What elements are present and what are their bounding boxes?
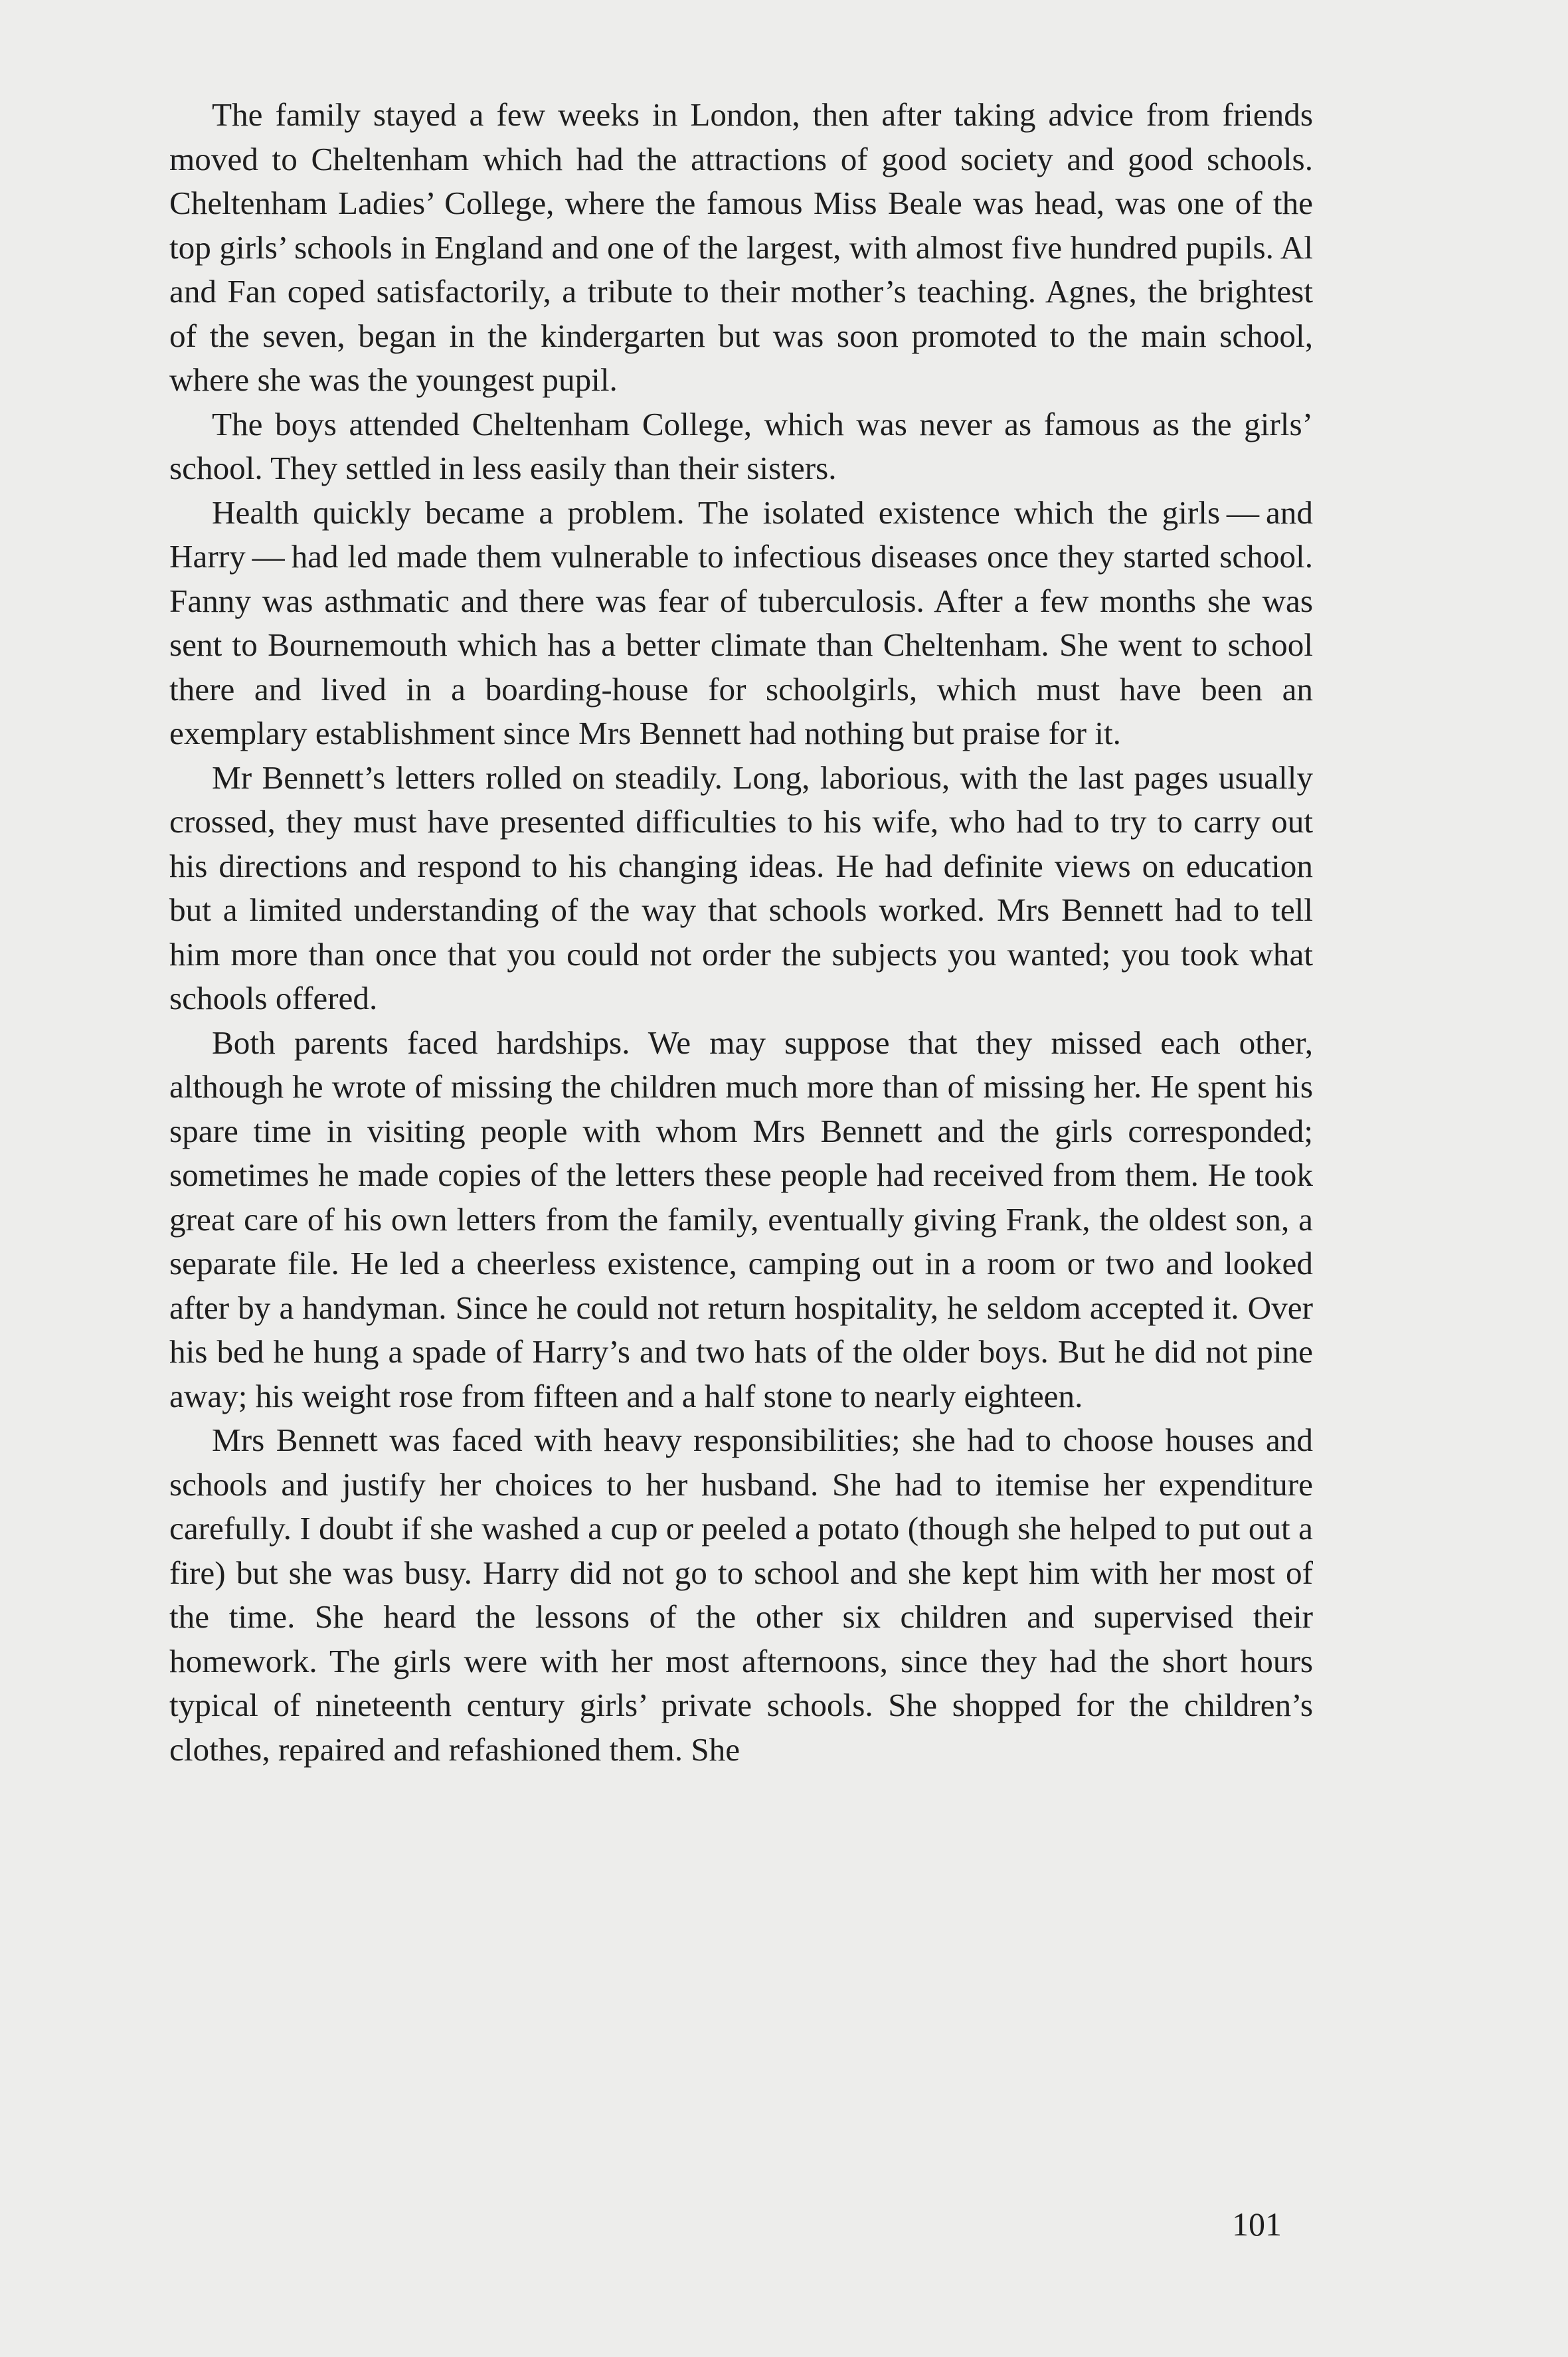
paragraph-2: The boys attended Cheltenham College, which was never as famous as the girls’ school. They settled in less easily than their sisters.	[169, 405, 1313, 486]
paragraph-6: Mrs Bennett was faced with heavy responsibilities; she had to choose houses and schools and justify her choices to her husband. She had to itemise her expenditure carefully. I doubt if she washed a cup or peeled a potato (though she helped to put out a fire) but she was busy. Harry did not go to school and she kept him with her most of the time. She heard the lessons of the other six children and supervised their homework. The girls were with her most afternoons, since they had the short hours typical of nineteenth century girls’ private schools. She shopped for the children’s clothes, repaired and refashioned them. She	[169, 1422, 1313, 1768]
paragraph-1: The family stayed a few weeks in London, then after taking advice from friends moved to Cheltenham which had the attractions of good society and good schools. Cheltenham Ladies’ College, where the famous Miss Beale was head, was one of the top girls’ schools in England and one of the largest, with almost five hundred pupils. Al and Fan coped satisfactorily, a tribute to their mother’s teaching. Agnes, the brightest of the seven, began in the kindergarten but was soon promoted to the main school, where she was the youngest pupil.	[169, 96, 1313, 398]
paragraph-4: Mr Bennett’s letters rolled on steadily. Long, laborious, with the last pages usually crossed, they must have presented difficulties to his wife, who had to try to carry out his directions and respond to his changing ideas. He had definite views on education but a limited understanding of the way that schools worked. Mrs Bennett had to tell him more than once that you could not order the subjects you wanted; you took what schools offered.	[169, 759, 1313, 1016]
paragraph-5: Both parents faced hardships. We may suppose that they missed each other, although he wrote of missing the children much more than of missing her. He spent his spare time in visiting people with whom Mrs Bennett and the girls corresponded; sometimes he made copies of the letters these people had received from them. He took great care of his own letters from the family, eventually giving Frank, the oldest son, a separate file. He led a cheerless existence, camping out in a room or two and looked after by a handyman. Since he could not return hospitality, he seldom accepted it. Over his bed he hung a spade of Harry’s and two hats of the older boys. But he did not pine away; his weight rose from fifteen and a half stone to nearly eighteen.	[169, 1024, 1313, 1414]
paragraph-3: Health quickly became a problem. The isolated existence which the girls — and Harry — had led made them vulnerable to infectious diseases once they started school. Fanny was asthmatic and there was fear of tuberculosis. After a few months she was sent to Bournemouth which has a better climate than Cheltenham. She went to school there and lived in a boarding-house for schoolgirls, which must have been an exemplary establishment since Mrs Bennett had nothing but praise for it.	[169, 494, 1313, 751]
page-number: 101	[1232, 2206, 1282, 2243]
body-text	[169, 93, 1313, 1772]
